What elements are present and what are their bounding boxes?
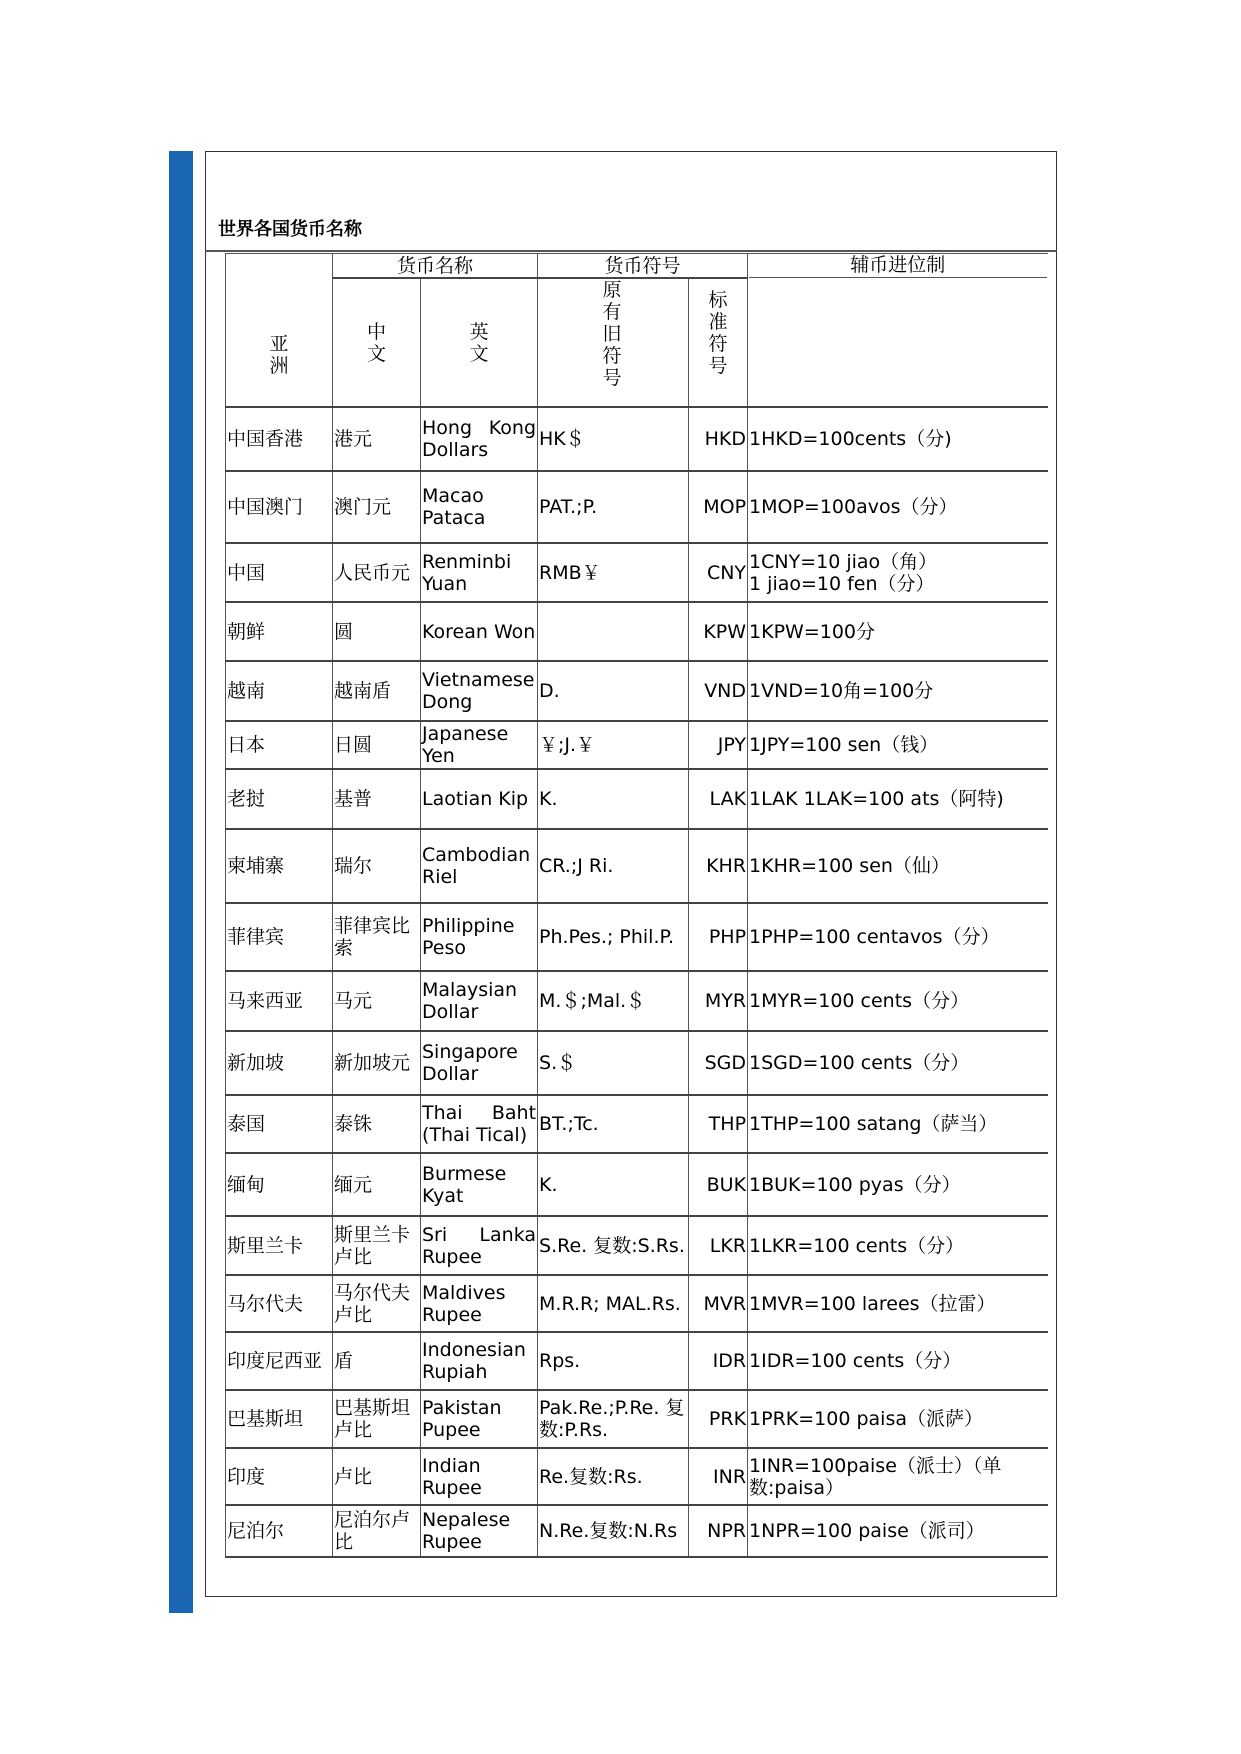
english-name-cell: Indonesian Rupiah — [421, 1332, 538, 1390]
english-name-cell: Nepalese Rupee — [421, 1505, 538, 1557]
english-name-cell: Sri Lanka Rupee — [421, 1216, 538, 1275]
standard-symbol-cell: MOP — [689, 471, 748, 543]
standard-symbol-cell: NPR — [689, 1505, 748, 1557]
subunit-cell — [748, 543, 1048, 602]
old-symbol-cell: Re.复数:Rs. — [538, 1448, 689, 1505]
subunit-text: 1SGD=100 cents（分） — [749, 1052, 970, 1074]
english-name-cell: Cambodian Riel — [421, 829, 538, 903]
table-row — [226, 1332, 1048, 1390]
table-row — [226, 543, 1048, 602]
table-row — [226, 829, 1048, 903]
subunit-text: 1MYR=100 cents（分） — [749, 990, 970, 1012]
subunit-text: 1LAK 1LAK=100 ats（阿特) — [749, 788, 1004, 810]
subunit-text: 1THP=100 satang（萨当） — [749, 1113, 998, 1135]
old-symbol-cell: M.R.R; MAL.Rs. — [538, 1275, 689, 1332]
region-cell: 马来西亚 — [226, 971, 333, 1031]
old-symbol-cell: RMB￥ — [538, 543, 689, 602]
subunit-text: 1PHP=100 centavos（分） — [749, 926, 1000, 948]
english-name-cell: Renminbi Yuan — [421, 543, 538, 602]
table-row — [226, 903, 1048, 971]
english-name-cell: Hong Kong Dollars — [421, 407, 538, 471]
table-row — [226, 1216, 1048, 1275]
old-symbol-cell: BT.;Tc. — [538, 1095, 689, 1153]
chinese-name-cell: 马尔代夫卢比 — [333, 1275, 421, 1332]
standard-symbol-cell: PHP — [689, 903, 748, 971]
old-symbol-cell: S.Re. 复数:S.Rs. — [538, 1216, 689, 1275]
chinese-name-cell: 马元 — [333, 971, 421, 1031]
chinese-header — [333, 278, 421, 407]
subunit-cell — [748, 407, 1048, 471]
standard-symbol-cell: IDR — [689, 1332, 748, 1390]
old-symbol-cell: D. — [538, 661, 689, 721]
standard-symbol-cell: VND — [689, 661, 748, 721]
subunit-text: 1JPY=100 sen（钱） — [749, 734, 939, 756]
subunit-cell — [748, 1153, 1048, 1216]
old-symbol-cell: HK＄ — [538, 407, 689, 471]
subunit-cell — [748, 1031, 1048, 1095]
chinese-header-label: 中文 — [366, 320, 386, 365]
table-row — [226, 1153, 1048, 1216]
region-cell: 缅甸 — [226, 1153, 333, 1216]
english-name-cell: Laotian Kip — [421, 769, 538, 829]
chinese-name-cell: 日圆 — [333, 721, 421, 769]
subunit-cell — [748, 661, 1048, 721]
english-header — [421, 278, 538, 407]
subunit-text: 1MOP=100avos（分） — [749, 496, 958, 518]
chinese-name-cell: 人民币元 — [333, 543, 421, 602]
table-row — [226, 1448, 1048, 1505]
region-cell: 老挝 — [226, 769, 333, 829]
chinese-name-cell: 瑞尔 — [333, 829, 421, 903]
region-cell: 日本 — [226, 721, 333, 769]
currency-table — [225, 253, 1048, 1558]
subunit-header-label: 辅币进位制 — [749, 254, 1047, 278]
old-symbol-cell: M.＄;Mal.＄ — [538, 971, 689, 1031]
table-row — [226, 471, 1048, 543]
standard-symbol-cell: MYR — [689, 971, 748, 1031]
table-row — [226, 602, 1048, 661]
region-cell: 新加坡 — [226, 1031, 333, 1095]
standard-symbol-cell: BUK — [689, 1153, 748, 1216]
subunit-text: 1NPR=100 paise（派司） — [749, 1520, 985, 1542]
title-divider — [205, 250, 1057, 252]
standard-symbol-cell: CNY — [689, 543, 748, 602]
region-cell: 越南 — [226, 661, 333, 721]
header-row-top — [226, 254, 1048, 279]
standard-symbol-cell: KPW — [689, 602, 748, 661]
side-accent-bar — [169, 151, 193, 1613]
chinese-name-cell: 圆 — [333, 602, 421, 661]
old-symbol-header-label: 原有旧符号 — [602, 279, 622, 389]
table-row — [226, 1505, 1048, 1557]
table-row — [226, 1095, 1048, 1153]
standard-symbol-cell: LKR — [689, 1216, 748, 1275]
subunit-cell — [748, 721, 1048, 769]
region-cell: 尼泊尔 — [226, 1505, 333, 1557]
region-cell: 斯里兰卡 — [226, 1216, 333, 1275]
standard-symbol-header-label: 标准符号 — [708, 289, 728, 377]
old-symbol-cell: Rps. — [538, 1332, 689, 1390]
english-name-cell: Singapore Dollar — [421, 1031, 538, 1095]
english-name-cell: Burmese Kyat — [421, 1153, 538, 1216]
english-name-cell: Macao Pataca — [421, 471, 538, 543]
region-cell: 柬埔寨 — [226, 829, 333, 903]
english-name-cell: Malaysian Dollar — [421, 971, 538, 1031]
region-cell: 中国香港 — [226, 407, 333, 471]
region-cell: 马尔代夫 — [226, 1275, 333, 1332]
subunit-cell — [748, 903, 1048, 971]
subunit-header — [748, 254, 1048, 408]
old-symbol-cell: Pak.Re.;P.Re. 复数:P.Rs. — [538, 1390, 689, 1448]
chinese-name-cell: 缅元 — [333, 1153, 421, 1216]
table-row — [226, 971, 1048, 1031]
subunit-text: 1MVR=100 larees（拉雷） — [749, 1292, 996, 1315]
standard-symbol-cell: PRK — [689, 1390, 748, 1448]
chinese-name-cell: 港元 — [333, 407, 421, 471]
old-symbol-cell: N.Re.复数:N.Rs — [538, 1505, 689, 1557]
subunit-text: 1BUK=100 pyas（分） — [749, 1173, 961, 1196]
region-header-label: 亚洲 — [269, 333, 289, 377]
standard-symbol-cell: MVR — [689, 1275, 748, 1332]
subunit-cell — [748, 1505, 1048, 1557]
standard-symbol-cell: INR — [689, 1448, 748, 1505]
chinese-name-cell: 菲律宾比索 — [333, 903, 421, 971]
subunit-cell — [748, 1332, 1048, 1390]
standard-symbol-cell: LAK — [689, 769, 748, 829]
table-row — [226, 769, 1048, 829]
old-symbol-cell: K. — [538, 769, 689, 829]
subunit-text: 1KHR=100 sen（仙） — [749, 855, 950, 877]
chinese-name-cell: 澳门元 — [333, 471, 421, 543]
region-cell: 菲律宾 — [226, 903, 333, 971]
old-symbol-cell: S.＄ — [538, 1031, 689, 1095]
chinese-name-cell: 泰铢 — [333, 1095, 421, 1153]
table-row — [226, 407, 1048, 471]
chinese-name-cell: 斯里兰卡卢比 — [333, 1216, 421, 1275]
region-cell: 朝鲜 — [226, 602, 333, 661]
currency-name-header: 货币名称 — [333, 254, 538, 279]
region-cell: 中国澳门 — [226, 471, 333, 543]
old-symbol-cell: Ph.Pes.; Phil.P. — [538, 903, 689, 971]
subunit-cell — [748, 829, 1048, 903]
subunit-cell — [748, 602, 1048, 661]
english-name-cell: Indian Rupee — [421, 1448, 538, 1505]
standard-symbol-cell: JPY — [689, 721, 748, 769]
subunit-text: 1IDR=100 cents（分） — [749, 1350, 962, 1372]
old-symbol-cell: PAT.;P. — [538, 471, 689, 543]
currency-symbol-header: 货币符号 — [538, 254, 748, 279]
chinese-name-cell: 卢比 — [333, 1448, 421, 1505]
old-symbol-cell — [538, 602, 689, 661]
old-symbol-cell: K. — [538, 1153, 689, 1216]
english-name-cell: Maldives Rupee — [421, 1275, 538, 1332]
standard-symbol-cell: HKD — [689, 407, 748, 471]
subunit-cell — [748, 1216, 1048, 1275]
region-cell: 印度 — [226, 1448, 333, 1505]
standard-symbol-cell: SGD — [689, 1031, 748, 1095]
region-header — [226, 254, 333, 408]
subunit-cell — [748, 1448, 1048, 1505]
subunit-cell — [748, 769, 1048, 829]
english-name-cell: Pakistan Pupee — [421, 1390, 538, 1448]
standard-symbol-cell: KHR — [689, 829, 748, 903]
table-row — [226, 721, 1048, 769]
subunit-cell — [748, 471, 1048, 543]
old-symbol-cell: ￥;J.￥ — [538, 721, 689, 769]
table-row — [226, 661, 1048, 721]
english-name-cell: Philippine Peso — [421, 903, 538, 971]
region-cell: 巴基斯坦 — [226, 1390, 333, 1448]
subunit-text: 1PRK=100 paisa（派萨） — [749, 1408, 983, 1430]
chinese-name-cell: 巴基斯坦卢比 — [333, 1390, 421, 1448]
english-name-cell: Korean Won — [421, 602, 538, 661]
subunit-text: 1INR=100paise（派士）（单 数:paisa） — [749, 1454, 1002, 1499]
region-cell: 印度尼西亚 — [226, 1332, 333, 1390]
old-symbol-cell: CR.;J Ri. — [538, 829, 689, 903]
standard-symbol-header — [689, 278, 748, 407]
old-symbol-header — [538, 278, 689, 407]
subunit-text: 1KPW=100分 — [749, 620, 876, 643]
table-row — [226, 1275, 1048, 1332]
region-cell: 泰国 — [226, 1095, 333, 1153]
subunit-text: 1VND=10角=100分 — [749, 680, 934, 702]
english-name-cell: Japanese Yen — [421, 721, 538, 769]
subunit-text: 1HKD=100cents（分) — [749, 428, 952, 450]
chinese-name-cell: 新加坡元 — [333, 1031, 421, 1095]
subunit-cell — [748, 1390, 1048, 1448]
english-name-cell: Vietnamese Dong — [421, 661, 538, 721]
english-header-label: 英文 — [469, 320, 489, 365]
chinese-name-cell: 盾 — [333, 1332, 421, 1390]
table-row — [226, 1031, 1048, 1095]
subunit-text: 1CNY=10 jiao（角） 1 jiao=10 fen（分） — [749, 550, 938, 595]
region-cell: 中国 — [226, 543, 333, 602]
chinese-name-cell: 越南盾 — [333, 661, 421, 721]
subunit-text: 1LKR=100 cents（分） — [749, 1234, 965, 1257]
english-name-cell: Thai Baht (Thai Tical) — [421, 1095, 538, 1153]
table-row — [226, 1390, 1048, 1448]
standard-symbol-cell: THP — [689, 1095, 748, 1153]
subunit-cell — [748, 1275, 1048, 1332]
document-title: 世界各国货币名称 — [218, 219, 362, 240]
subunit-cell — [748, 971, 1048, 1031]
subunit-cell — [748, 1095, 1048, 1153]
chinese-name-cell: 尼泊尔卢比 — [333, 1505, 421, 1557]
chinese-name-cell: 基普 — [333, 769, 421, 829]
